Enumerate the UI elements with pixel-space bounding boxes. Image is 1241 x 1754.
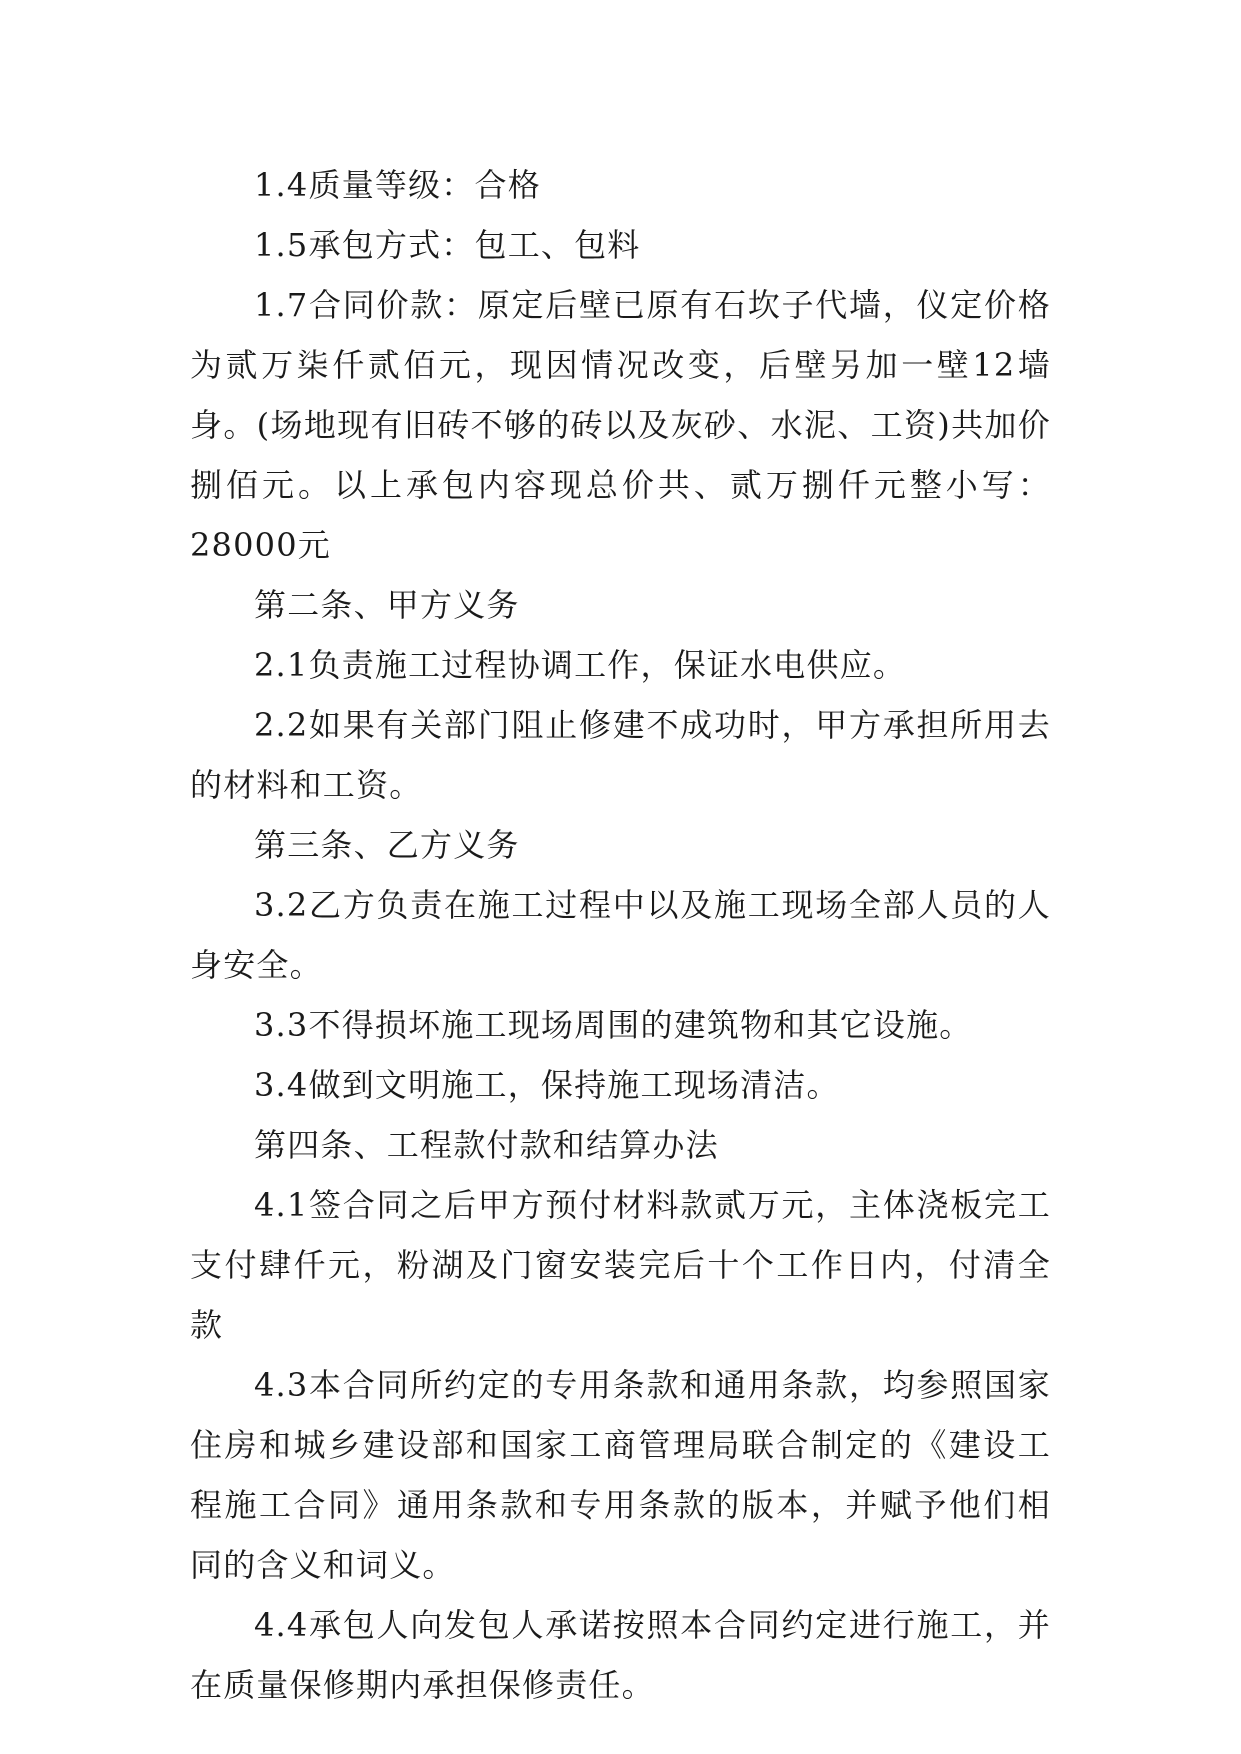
clause-2-1: 2.1负责施工过程协调工作，保证水电供应。 [254,646,907,684]
article-4-heading: 第四条、工程款付款和结算办法 [254,1126,719,1164]
clause-4-1: 4.1签合同之后甲方预付材料款贰万元，主体浇板完工支付肆仟元，粉湖及门窗安装完后十个工作日内，付清全款 [190,1186,1051,1344]
clause-3-2: 3.2乙方负责在施工过程中以及施工现场全部人员的人身安全。 [190,886,1051,984]
article-3-heading: 第三条、乙方义务 [254,826,520,864]
clause-4-4: 4.4承包人向发包人承诺按照本合同约定进行施工，并在质量保修期内承担保修责任。 [190,1606,1051,1704]
clause-1-7: 1.7合同价款：原定后壁已原有石坎子代墙，仪定价格为贰万柒仟贰佰元，现因情况改变，后壁另加一壁12墙身。(场地现有旧砖不够的砖以及灰砂、水泥、工资)共加价捌佰元。以上承包内容现总价共、贰万捌仟元整小写：28000元 [190,286,1051,564]
article-2-heading: 第二条、甲方义务 [254,586,520,624]
clause-3-4: 3.4做到文明施工，保持施工现场清洁。 [254,1066,840,1104]
clause-4-3: 4.3本合同所约定的专用条款和通用条款，均参照国家住房和城乡建设部和国家工商管理局联合制定的《建设工程施工合同》通用条款和专用条款的版本，并赋予他们相同的含义和词义。 [190,1366,1051,1584]
clause-1-4: 1.4质量等级：合格 [254,166,541,204]
document-body [190,155,1051,1715]
clause-2-2: 2.2如果有关部门阻止修建不成功时，甲方承担所用去的材料和工资。 [190,706,1051,804]
clause-3-3: 3.3不得损坏施工现场周围的建筑物和其它设施。 [254,1006,973,1044]
clause-1-5: 1.5承包方式：包工、包料 [254,226,641,264]
